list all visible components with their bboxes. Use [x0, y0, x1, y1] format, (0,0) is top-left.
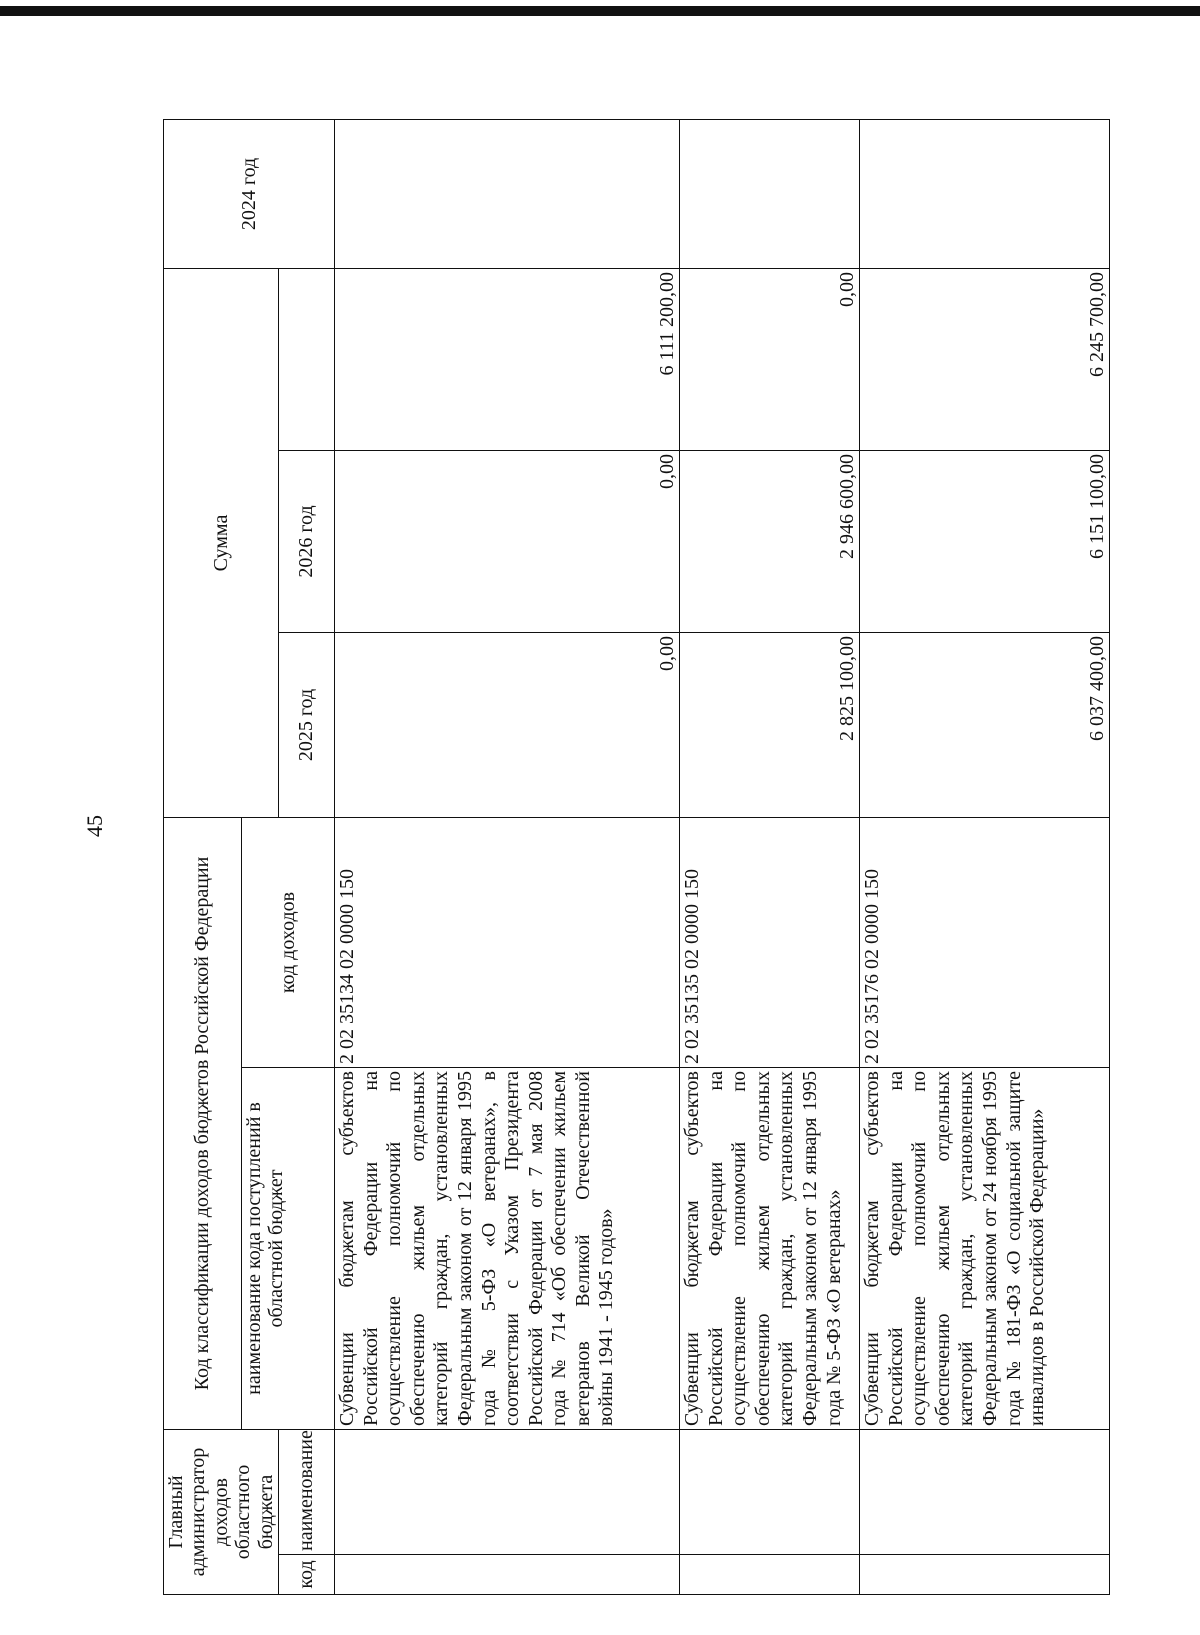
- row-amount-2025: 6 151 100,00: [859, 451, 1109, 633]
- row-description: Субвенции бюджетам субъектов Российской Федерации на осуществление полномочий по обеспечению жильем отдельных категорий граждан, установленных Федеральным законом от 24 ноября 1995 года № 181-ФЗ «О социальной защите инвалидов в Российской Федерации»: [859, 1068, 1109, 1430]
- row-extra: [859, 119, 1109, 268]
- row-admin-name: [859, 1430, 1109, 1555]
- row-amount-2026: 6 245 700,00: [859, 268, 1109, 450]
- header-row-1: [164, 119, 242, 1594]
- table-row: [334, 119, 679, 1594]
- header-income-code: код доходов: [242, 818, 335, 1068]
- row-description: Субвенции бюджетам субъектов Российской Федерации на осуществление полномочий по обеспечению жильем отдельных категорий граждан, установленных Федеральным законом от 12 января 1995 года № 5-ФЗ «О ветеранах»: [679, 1068, 859, 1430]
- row-amount-2024: 0,00: [334, 633, 679, 818]
- row-admin-code: [334, 1555, 679, 1595]
- header-admin-code: код: [278, 1555, 334, 1595]
- row-amount-2026: 6 111 200,00: [334, 268, 679, 450]
- row-admin-code: [859, 1555, 1109, 1595]
- header-year-2024: 2024 год: [164, 119, 335, 268]
- header-classification-group: Код классификации доходов бюджетов Российской Федерации: [164, 818, 242, 1430]
- row-description: Субвенции бюджетам субъектов Российской Федерации на осуществление полномочий по обеспечению жильем отдельных категорий граждан, установленных Федеральным законом от 12 января 1995 года № 5-ФЗ «О ветеранах», в соответствии с Указом Президента Российской Федерации от 7 мая 2008 года № 714 «Об обеспечении жильем ветеранов Великой Отечественной войны 1941 - 1945 годов»: [334, 1068, 679, 1430]
- header-income-name: наименование кода поступлений в областной бюджет: [242, 1068, 335, 1430]
- page-number: 45: [82, 815, 107, 837]
- table-row: [859, 119, 1109, 1594]
- row-extra: [679, 119, 859, 268]
- table-landscape: [163, 120, 1108, 1595]
- header-sum-group: Сумма: [164, 268, 279, 817]
- row-amount-2026: 0,00: [679, 268, 859, 450]
- row-income-code: 2 02 35176 02 0000 150: [859, 818, 1109, 1068]
- rotated-table-wrapper: [163, 120, 1108, 1595]
- row-extra: [334, 119, 679, 268]
- row-income-code: 2 02 35134 02 0000 150: [334, 818, 679, 1068]
- header-year-2025: 2025 год: [278, 633, 334, 818]
- scan-edge-bar: [0, 6, 1200, 16]
- row-admin-code: [679, 1555, 859, 1595]
- header-year-2026: 2026 год: [278, 451, 334, 633]
- row-admin-name: [679, 1430, 859, 1555]
- header-admin-name: наименование: [278, 1430, 334, 1555]
- header-year-extra: [278, 268, 334, 450]
- row-amount-2025: 0,00: [334, 451, 679, 633]
- row-amount-2025: 2 946 600,00: [679, 451, 859, 633]
- row-admin-name: [334, 1430, 679, 1555]
- row-amount-2024: 2 825 100,00: [679, 633, 859, 818]
- income-classification-table: [163, 119, 1110, 1595]
- row-income-code: 2 02 35135 02 0000 150: [679, 818, 859, 1068]
- header-admin-group: Главный администратор доходов областного бюджета: [164, 1430, 279, 1595]
- table-row: [679, 119, 859, 1594]
- row-amount-2024: 6 037 400,00: [859, 633, 1109, 818]
